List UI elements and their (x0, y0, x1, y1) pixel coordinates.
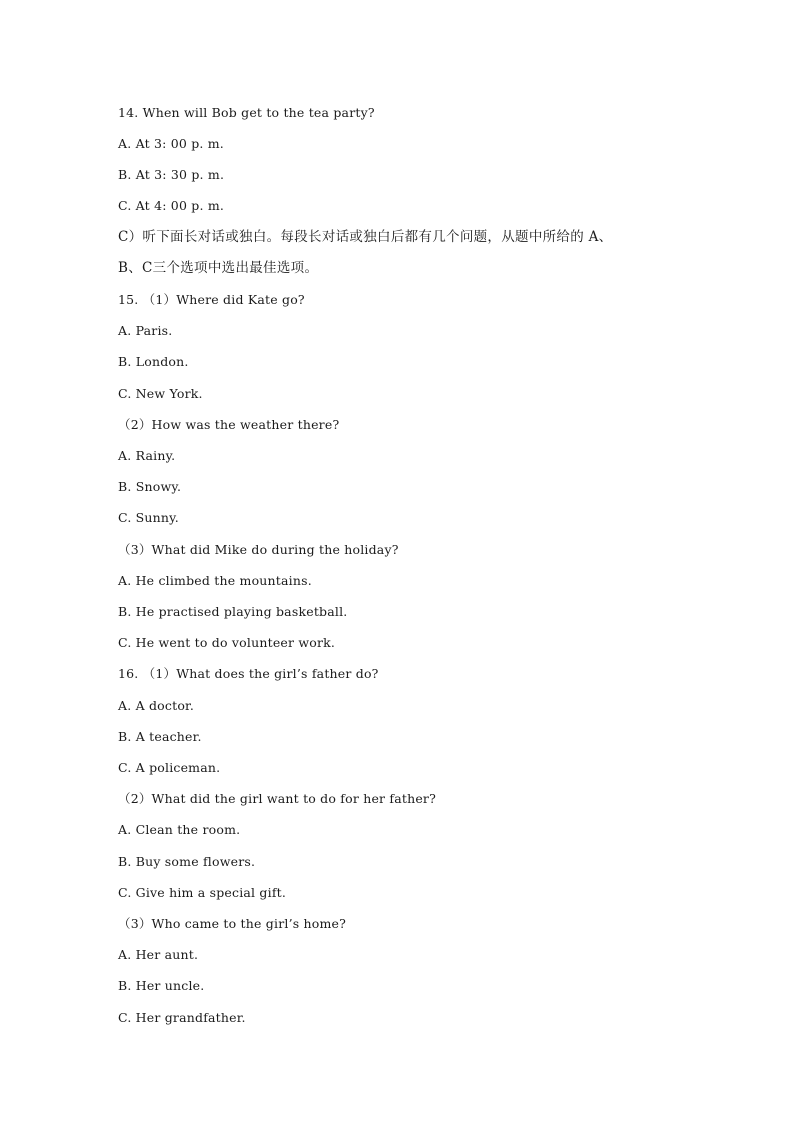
question-15-1: 15. （1）Where did Kate go? (118, 292, 305, 307)
question-16-3: （3）Who came to the girl’s home? (118, 916, 347, 931)
q16-3-option-b: B. Her uncle. (118, 978, 205, 993)
q15-3-option-c: C. He went to do volunteer work. (118, 635, 336, 650)
q15-2-option-c: C. Sunny. (118, 510, 179, 525)
q14-option-c: C. At 4: 00 p. m. (118, 198, 225, 213)
q16-3-option-a: A. Her aunt. (118, 947, 199, 962)
question-15-3: （3）What did Mike do during the holiday? (118, 542, 399, 557)
q15-1-option-a: A. Paris. (118, 323, 173, 338)
q15-3-option-a: A. He climbed the mountains. (118, 573, 312, 588)
q16-3-option-c: C. Her grandfather. (118, 1010, 246, 1025)
question-14: 14. When will Bob get to the tea party? (118, 105, 375, 120)
question-16-1: 16. （1）What does the girl’s father do? (118, 666, 379, 681)
question-16-2: （2）What did the girl want to do for her father? (118, 791, 437, 806)
q15-1-option-b: B. London. (118, 354, 189, 369)
q15-2-option-b: B. Snowy. (118, 479, 182, 494)
q14-option-a: A. At 3: 00 p. m. (118, 136, 224, 151)
section-c-instructions-line1: C）听下面长对话或独白。每段长对话或独白后都有几个问题，从题中所给的 A、 (118, 229, 613, 245)
section-c-instructions-line2: B、C三个选项中选出最佳选项。 (118, 260, 319, 276)
q16-1-option-b: B. A teacher. (118, 729, 202, 744)
q16-2-option-c: C. Give him a special gift. (118, 885, 287, 900)
q15-2-option-a: A. Rainy. (118, 448, 176, 463)
q15-3-option-b: B. He practised playing basketball. (118, 604, 348, 619)
q16-2-option-b: B. Buy some flowers. (118, 854, 256, 869)
q16-2-option-a: A. Clean the room. (118, 822, 241, 837)
question-15-2: （2）How was the weather there? (118, 417, 340, 432)
q15-1-option-c: C. New York. (118, 386, 203, 401)
q14-option-b: B. At 3: 30 p. m. (118, 167, 225, 182)
q16-1-option-c: C. A policeman. (118, 760, 221, 775)
q16-1-option-a: A. A doctor. (118, 698, 195, 713)
